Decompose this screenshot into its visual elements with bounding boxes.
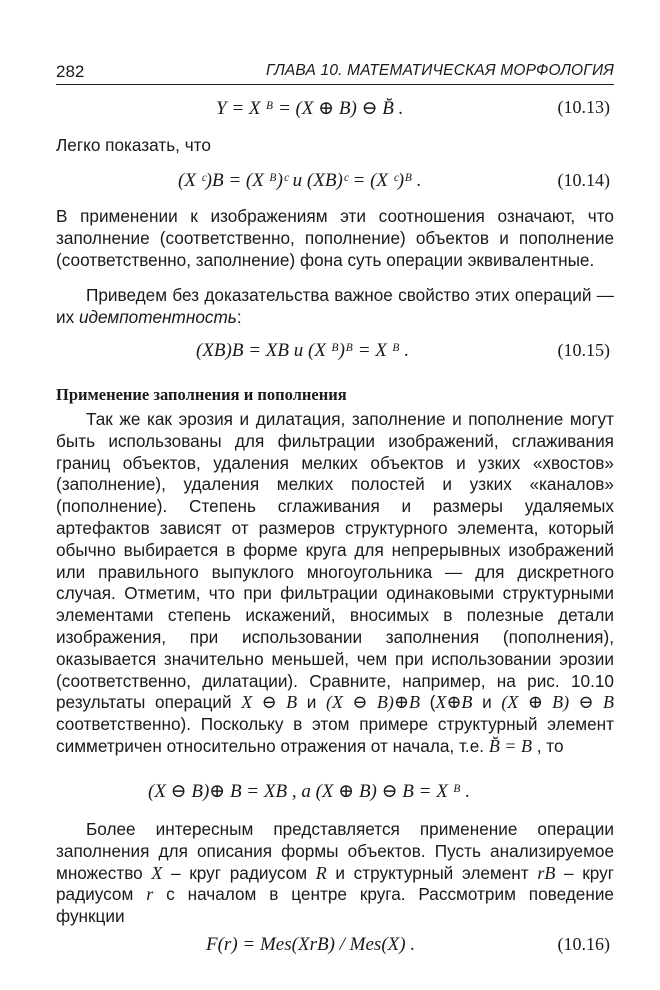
math-dilation: X⊕B xyxy=(435,692,473,713)
equation-expression: Y = X ᴮ = (X ⊕ B) ⊖ B̆ . xyxy=(216,98,404,119)
equation-expression: (XB)B = XB и (X ᴮ)ᴮ = X ᴮ . xyxy=(196,340,410,361)
paragraph-shape-description xyxy=(56,819,614,928)
math-closing: (X ⊕ B) ⊖ B xyxy=(501,692,615,713)
paragraph-applications xyxy=(56,409,614,758)
page-header xyxy=(56,62,614,85)
equation-10-16 xyxy=(56,934,614,962)
paragraph-text: и xyxy=(297,692,327,713)
equation-number: (10.16) xyxy=(557,934,610,954)
paragraph-text: Так же как эрозия и дилатация, заполнение и пополнение могут быть использованы для фильтрации изображений, сглаживания границ объектов, удаления мелких объектов и узких «хвостов» (заполнение), удаления мелких полостей и узких «каналов» (пополнение). Степень сглаживания и размеры удаляемых артефактов зависят от размеров структурного элемента, который обычно выбирается в форме круга для непрерывных изображений или правильного выпуклого многоугольника — для дискретного случая. Отметим, что при фильтрации одинаковыми структурными элементами степень искажений, вносимых в полезные детали изображения, при использовании заполнения (пополнения), оказывается значительно меньшей, чем при использовании эрозии (соответственно, дилатации). Сравните, например, на рис. 10.10 результаты операций xyxy=(56,409,614,713)
paragraph-text: и структурный элемент xyxy=(326,862,538,883)
math-set-x: X xyxy=(151,862,163,883)
math-radius-r: r xyxy=(146,884,154,905)
equation-number: (10.15) xyxy=(557,340,610,360)
equation-inline xyxy=(56,780,614,808)
paragraph-text: Приведем без доказательства важное свойство этих операций — их xyxy=(56,285,614,327)
idempotence-term: идемпотентность xyxy=(78,306,237,327)
equation-expression: (X ᶜ)B = (X ᴮ)ᶜ и (XB)ᶜ = (X ᶜ)ᴮ . xyxy=(178,170,422,191)
equation-10-14 xyxy=(56,170,614,198)
paragraph-text: – круг радиусом xyxy=(56,862,615,905)
equation-10-15 xyxy=(56,340,614,368)
equation-number: (10.14) xyxy=(557,170,610,190)
paragraph-text: – круг радиусом xyxy=(162,862,316,883)
equation-10-13 xyxy=(56,97,614,125)
paragraph-text: , то xyxy=(531,735,564,756)
page-number: 282 xyxy=(56,62,85,81)
paragraph-text: с началом в центре круга. Рассмотрим поведение функции xyxy=(56,884,614,927)
easy-to-show-line: Легко показать, что xyxy=(56,135,211,155)
section-heading: Применение заполнения и пополнения xyxy=(56,385,347,404)
math-radius-r-capital: R xyxy=(315,862,327,883)
paragraph-text: соответственно). Поскольку в этом примере структурный элемент симметричен относительно отражения от начала, т.е. xyxy=(56,714,614,756)
paragraph-text: Более интересным представляется применение операции заполнения для описания формы объектов. Пусть анализируемое множество xyxy=(56,819,614,883)
equation-number: (10.13) xyxy=(557,97,610,117)
math-erosion: X ⊖ B xyxy=(241,692,298,713)
math-opening: (X ⊖ B)⊕B xyxy=(326,692,420,713)
math-element-rb: rB xyxy=(537,862,556,883)
math-symmetric: B̆ = B xyxy=(488,735,532,756)
paragraph-text: и xyxy=(472,692,502,713)
paragraph-idempotence xyxy=(56,285,614,329)
paragraph-interpretation: В применении к изображениям эти соотношения означают, что заполнение (соответственно, пополнение) объектов и пополнение (соответственно, заполнение) фона суть операции эквивалентные. xyxy=(56,206,614,270)
paragraph-text: ( xyxy=(419,692,436,713)
equation-expression: (X ⊖ B)⊕ B = XB , а (X ⊕ B) ⊖ B = X ᴮ . xyxy=(148,781,471,802)
paragraph-text: : xyxy=(236,306,242,327)
equation-expression: F(r) = Mes(XrB) / Mes(X) . xyxy=(206,934,416,955)
chapter-title: ГЛАВА 10. МАТЕМАТИЧЕСКАЯ МОРФОЛОГИЯ xyxy=(265,62,614,79)
